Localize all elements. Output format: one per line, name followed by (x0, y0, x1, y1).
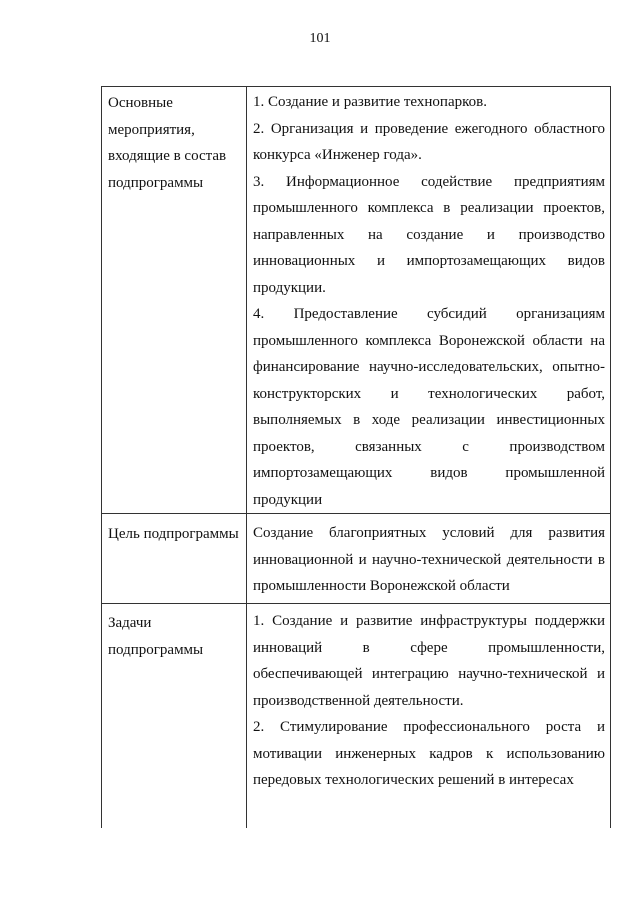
page-number: 101 (309, 31, 331, 46)
goal-text: Создание благоприятных условий для развития инновационной и научно-технической деятельности в промышленности Воронежской области (253, 525, 605, 594)
goal-label: Цель подпрограммы (108, 526, 239, 542)
tasks-content-cell (247, 604, 611, 829)
table-row-tasks (102, 604, 611, 829)
tasks-label-cell (102, 604, 247, 829)
subprogram-passport-table (101, 86, 611, 828)
tasks-label: Задачи подпрограммы (108, 615, 204, 658)
activity-item-4: 4. Предоставление субсидий организациям промышленного комплекса Воронежской области на финансирование научно-исследовательских, опытно-конструкторских и технологических работ, выполняемых в ходе реализации инвестиционных проектов, связанных с производством импортозамещающих видов промышленной продукции (253, 306, 605, 508)
main-activities-label-cell (102, 87, 247, 514)
table-row-goal (102, 514, 611, 604)
main-activities-label: Основные мероприятия, входящие в состав подпрограммы (108, 95, 227, 191)
activity-item-3: 3. Информационное содействие предприятиям промышленного комплекса в реализации проектов, направленных на создание и производство инновационных и импортозамещающих видов продукции. (253, 173, 605, 296)
main-activities-content-cell (247, 87, 611, 514)
activity-item-2: 2. Организация и проведение ежегодного областного конкурса «Инженер года». (253, 120, 605, 163)
task-item-2: 2. Стимулирование профессионального роста и мотивации инженерных кадров к использованию передовых технологических решений в интересах (253, 719, 605, 788)
task-item-1: 1. Создание и развитие инфраструктуры поддержки инноваций в сфере промышленности, обеспечивающей интеграцию научно-технической и производственной деятельности. (253, 613, 605, 709)
activity-item-1: 1. Создание и развитие технопарков. (253, 94, 487, 110)
goal-label-cell (102, 514, 247, 604)
goal-content-cell (247, 514, 611, 604)
table-row-main-activities (102, 87, 611, 514)
